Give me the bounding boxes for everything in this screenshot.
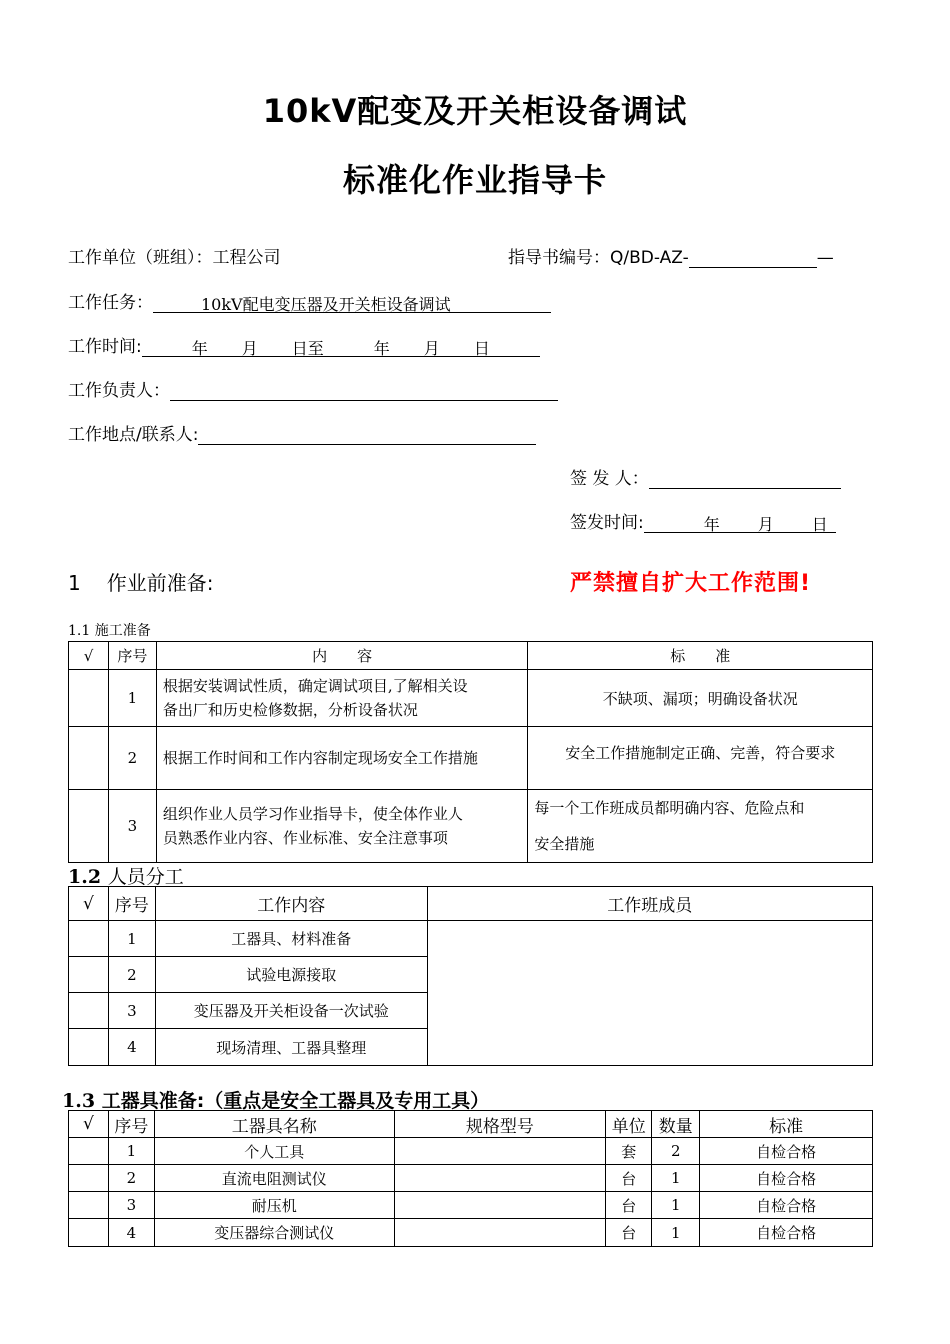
sub13-heading bbox=[62, 1086, 489, 1113]
work-task-label: 工作任务： bbox=[68, 293, 153, 313]
time-year2: 年 bbox=[373, 339, 390, 358]
std-cell: 自检合格 bbox=[700, 1219, 873, 1247]
no-cell: 3 bbox=[108, 1192, 154, 1219]
check-cell[interactable] bbox=[69, 790, 109, 863]
issue-time-field bbox=[570, 508, 836, 533]
table-row bbox=[69, 1165, 873, 1192]
table-row bbox=[69, 921, 873, 957]
table-header-row bbox=[69, 642, 873, 670]
no-cell: 3 bbox=[108, 993, 155, 1029]
issue-year: 年 bbox=[703, 515, 720, 534]
tools-prep-table bbox=[68, 1110, 873, 1247]
unit-header: 单位 bbox=[606, 1111, 652, 1138]
check-header: √ bbox=[69, 1111, 109, 1138]
section1-number: 1 bbox=[68, 571, 81, 595]
work-task-text: 10kV配电变压器及开关柜设备调试 bbox=[201, 295, 451, 314]
std-cell: 自检合格 bbox=[700, 1165, 873, 1192]
guide-number-blank[interactable] bbox=[689, 247, 817, 268]
time-day-to: 日至 bbox=[291, 339, 324, 358]
tool-name-cell: 个人工具 bbox=[154, 1138, 394, 1165]
work-content-cell: 工器具、材料准备 bbox=[155, 921, 427, 957]
members-cell[interactable] bbox=[427, 921, 872, 1066]
qty-cell: 1 bbox=[652, 1219, 700, 1247]
work-unit-field bbox=[68, 243, 281, 268]
unit-cell: 台 bbox=[606, 1165, 652, 1192]
table-header-row bbox=[69, 1111, 873, 1138]
no-cell: 2 bbox=[108, 957, 155, 993]
section1-title: 作业前准备: bbox=[106, 571, 214, 595]
no-cell: 1 bbox=[108, 921, 155, 957]
check-cell[interactable] bbox=[69, 670, 109, 727]
time-day2: 日 bbox=[473, 339, 490, 358]
check-header: √ bbox=[69, 887, 109, 921]
issue-time-blank[interactable] bbox=[644, 512, 836, 533]
check-cell[interactable] bbox=[69, 921, 109, 957]
spec-cell[interactable] bbox=[394, 1219, 606, 1247]
table-row bbox=[69, 1138, 873, 1165]
std-header: 标准 bbox=[700, 1111, 873, 1138]
work-task-field bbox=[68, 288, 551, 313]
work-leader-blank[interactable] bbox=[170, 380, 558, 401]
time-month1: 月 bbox=[241, 339, 258, 358]
issuer-blank[interactable] bbox=[649, 468, 841, 489]
content-cell: 根据安装调试性质，确定调试项目,了解相关设 备出厂和历史检修数据，分析设备状况 bbox=[156, 670, 528, 727]
time-month2: 月 bbox=[423, 339, 440, 358]
construction-prep-table bbox=[68, 641, 873, 863]
content-cell: 组织作业人员学习作业指导卡，使全体作业人 员熟悉作业内容、作业标准、安全注意事项 bbox=[156, 790, 528, 863]
qty-cell: 2 bbox=[652, 1138, 700, 1165]
no-cell: 2 bbox=[108, 727, 156, 790]
qty-header: 数量 bbox=[652, 1111, 700, 1138]
no-cell: 1 bbox=[108, 670, 156, 727]
sub12-title: 人员分工 bbox=[107, 866, 184, 888]
sub12-number: 1.2 bbox=[68, 866, 102, 888]
scope-warning: 严禁擅自扩大工作范围! bbox=[570, 571, 812, 596]
no-cell: 4 bbox=[108, 1219, 154, 1247]
no-header: 序号 bbox=[108, 642, 156, 670]
check-cell[interactable] bbox=[69, 1192, 109, 1219]
check-cell[interactable] bbox=[69, 957, 109, 993]
time-year1: 年 bbox=[191, 339, 208, 358]
tool-name-cell: 直流电阻测试仪 bbox=[154, 1165, 394, 1192]
table-header-row bbox=[69, 887, 873, 921]
no-cell: 2 bbox=[108, 1165, 154, 1192]
work-time-field bbox=[68, 332, 540, 357]
guide-number-label: 指导书编号：Q/BD-AZ- bbox=[508, 248, 689, 268]
unit-cell: 套 bbox=[606, 1138, 652, 1165]
spec-cell[interactable] bbox=[394, 1138, 606, 1165]
table-row bbox=[69, 790, 873, 863]
document-title-line2: 标准化作业指导卡 bbox=[342, 161, 607, 199]
tool-name-cell: 变压器综合测试仪 bbox=[154, 1219, 394, 1247]
issuer-label: 签 发 人： bbox=[570, 469, 649, 489]
work-place-label: 工作地点/联系人: bbox=[68, 425, 199, 445]
work-time-label: 工作时间: bbox=[68, 337, 142, 357]
guide-number-field bbox=[508, 243, 834, 268]
unit-cell: 台 bbox=[606, 1219, 652, 1247]
document-title-line1: 10kV配变及开关柜设备调试 bbox=[262, 92, 688, 130]
check-cell[interactable] bbox=[69, 1138, 109, 1165]
unit-cell: 台 bbox=[606, 1192, 652, 1219]
work-task-value[interactable] bbox=[153, 292, 551, 313]
tool-name-header: 工器具名称 bbox=[154, 1111, 394, 1138]
work-place-blank[interactable] bbox=[198, 424, 536, 445]
table-row bbox=[69, 1192, 873, 1219]
check-cell[interactable] bbox=[69, 1029, 109, 1066]
content-cell: 根据工作时间和工作内容制定现场安全工作措施 bbox=[156, 727, 528, 790]
issue-time-label: 签发时间: bbox=[570, 513, 644, 533]
work-unit-label: 工作单位（班组）：工程公司 bbox=[68, 248, 281, 268]
check-cell[interactable] bbox=[69, 1219, 109, 1247]
standard-header: 标 准 bbox=[528, 642, 873, 670]
no-cell: 3 bbox=[108, 790, 156, 863]
staff-division-table bbox=[68, 886, 873, 1066]
issue-month: 月 bbox=[757, 515, 774, 534]
tool-name-cell: 耐压机 bbox=[154, 1192, 394, 1219]
no-header: 序号 bbox=[108, 887, 155, 921]
issue-day: 日 bbox=[811, 515, 828, 534]
guide-number-dash: — bbox=[816, 248, 834, 268]
sub13-title: 工器具准备:（重点是安全工器具及专用工具） bbox=[101, 1090, 490, 1112]
qty-cell: 1 bbox=[652, 1165, 700, 1192]
section1-heading bbox=[68, 567, 213, 596]
issuer-field bbox=[570, 464, 841, 489]
sub11-title: 1.1 施工准备 bbox=[68, 623, 151, 639]
work-content-cell: 现场清理、工器具整理 bbox=[155, 1029, 427, 1066]
std-cell: 自检合格 bbox=[700, 1192, 873, 1219]
standard-cell: 安全工作措施制定正确、完善，符合要求 bbox=[528, 727, 873, 790]
check-cell[interactable] bbox=[69, 993, 109, 1029]
table-row bbox=[69, 1219, 873, 1247]
content-header: 内 容 bbox=[156, 642, 528, 670]
check-cell[interactable] bbox=[69, 1165, 109, 1192]
work-leader-field bbox=[68, 376, 558, 401]
table-row bbox=[69, 670, 873, 727]
spec-header: 规格型号 bbox=[394, 1111, 606, 1138]
sub12-heading bbox=[68, 862, 184, 889]
work-leader-label: 工作负责人： bbox=[68, 381, 170, 401]
members-header: 工作班成员 bbox=[427, 887, 872, 921]
work-content-header: 工作内容 bbox=[155, 887, 427, 921]
standard-cell: 每一个工作班成员都明确内容、危险点和 安全措施 bbox=[528, 790, 873, 863]
table-row bbox=[69, 727, 873, 790]
spec-cell[interactable] bbox=[394, 1192, 606, 1219]
work-place-field bbox=[68, 420, 536, 445]
work-content-cell: 变压器及开关柜设备一次试验 bbox=[155, 993, 427, 1029]
check-cell[interactable] bbox=[69, 727, 109, 790]
no-cell: 1 bbox=[108, 1138, 154, 1165]
standard-cell: 不缺项、漏项；明确设备状况 bbox=[528, 670, 873, 727]
sub13-number: 1.3 bbox=[62, 1090, 96, 1112]
check-header: √ bbox=[69, 642, 109, 670]
spec-cell[interactable] bbox=[394, 1165, 606, 1192]
work-time-blank[interactable] bbox=[142, 336, 540, 357]
no-header: 序号 bbox=[108, 1111, 154, 1138]
std-cell: 自检合格 bbox=[700, 1138, 873, 1165]
qty-cell: 1 bbox=[652, 1192, 700, 1219]
work-content-cell: 试验电源接取 bbox=[155, 957, 427, 993]
no-cell: 4 bbox=[108, 1029, 155, 1066]
